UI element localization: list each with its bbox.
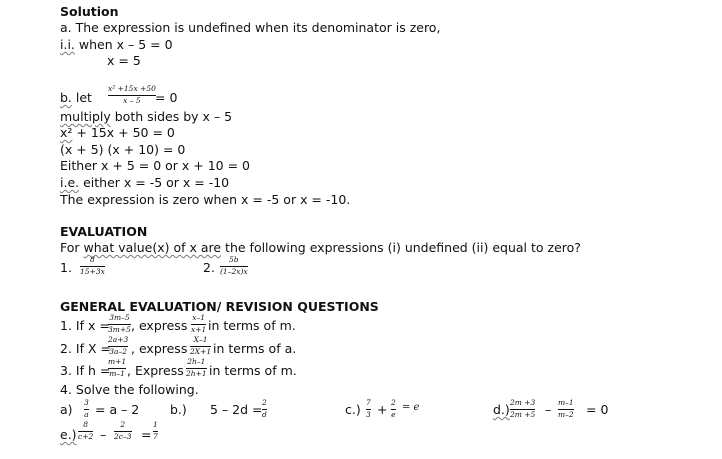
qd-denominator-1: 2m +5 [510, 409, 536, 419]
qc-numerator-1: 7 [366, 398, 371, 407]
qc-numerator-2: 2 [391, 398, 396, 407]
qa-rest: = a – 2 [95, 402, 140, 417]
q2-post: in terms of a. [213, 341, 297, 356]
qe-denominator-1: c+2 [78, 431, 94, 441]
qc-plus: + [377, 402, 388, 417]
q3-mid: , Express [127, 363, 184, 378]
q3-numerator: m+1 [108, 357, 127, 366]
solution-a-line: a. The expression is undefined when its denominator is zero, [60, 20, 441, 35]
evaluation-item2-label: 2. [203, 260, 215, 275]
qe-denominator-2: 2c–3 [114, 431, 132, 441]
qb-label: b.) [170, 402, 187, 417]
q2-pre: 2. If X = [60, 341, 111, 356]
b-denominator: x – 5 [123, 95, 141, 105]
qa-denominator: a [84, 409, 89, 419]
evaluation-item1-label: 1. [60, 260, 72, 275]
item1-numerator: 8 [90, 255, 95, 264]
qb-denominator: d [262, 409, 267, 419]
item1-denominator: 15+3x [80, 266, 105, 276]
qe-numerator-3: 1 [153, 420, 158, 429]
q2-mid: , express [131, 341, 188, 356]
solution-conclusion: The expression is zero when x = -5 or x = -10. [60, 192, 351, 207]
evaluation-item1-fraction [80, 256, 105, 276]
qd-fraction-2 [558, 399, 574, 419]
qc-fraction-2 [391, 399, 396, 419]
evaluation-item2-fraction [220, 256, 248, 276]
qe-label-text: e.) [60, 427, 77, 442]
qe-equals: = [141, 427, 152, 442]
b-fraction [108, 85, 156, 105]
q3-post: in terms of m. [209, 363, 297, 378]
q1-expr-denominator: x+1 [191, 324, 207, 334]
q1-denominator: 3m+5 [108, 324, 131, 334]
qe-numerator-1: 8 [83, 420, 89, 429]
solution-multiply-line [60, 109, 232, 124]
solution-either-line: Either x + 5 = 0 or x + 10 = 0 [60, 158, 250, 173]
b-label: b. [60, 90, 72, 105]
qc-label: c.) [345, 402, 361, 417]
qc-denominator-2: e [391, 409, 396, 419]
q4-line: 4. Solve the following. [60, 382, 199, 397]
solution-b-line [60, 90, 92, 105]
general-heading: GENERAL EVALUATION/ REVISION QUESTIONS [60, 299, 379, 314]
solution-x-equals-5: x = 5 [107, 53, 141, 68]
evaluation-prompt [60, 240, 581, 255]
qd-label [493, 402, 510, 417]
q1-numerator: 3m–5 [109, 313, 130, 322]
solution-heading: Solution [60, 4, 119, 19]
qe-fraction-1 [78, 421, 93, 441]
qb-fraction [262, 399, 267, 419]
qe-denominator-3: 7 [153, 431, 158, 441]
x2-rest: + 15x + 50 = 0 [72, 125, 175, 140]
qe-fraction-3 [153, 421, 158, 441]
qc-fraction-1 [366, 399, 371, 419]
q1-fraction [108, 314, 131, 334]
q3-denominator: m–1 [109, 368, 125, 378]
q3-expr-numerator: 2h–1 [187, 357, 206, 366]
q2-expression [190, 336, 211, 356]
prompt-post: the following expressions (i) undefined (ii) equal to zero? [221, 240, 581, 255]
q1-mid: , express [131, 318, 188, 333]
qc-denominator-1: 3 [366, 409, 371, 419]
qe-fraction-2 [114, 421, 132, 441]
multiply-word: multiply [60, 109, 111, 124]
qd-equals-zero: = 0 [586, 402, 609, 417]
prompt-underlined: what value(x) of x are [83, 240, 222, 255]
q3-fraction [108, 358, 126, 378]
qd-numerator-1: 2m +3 [510, 398, 536, 407]
ie2-label: i.e. [60, 175, 80, 190]
qa-label: a) [60, 402, 73, 417]
q2-denominator: 3a–2 [109, 346, 128, 356]
qd-fraction-1 [510, 399, 535, 419]
qb-pre: 5 – 2d = [210, 402, 263, 417]
qd-minus: – [545, 402, 552, 417]
solution-ie2-line [60, 175, 229, 190]
qc-equals: = e [402, 402, 420, 413]
qa-fraction [84, 399, 89, 419]
b-equals-zero: = 0 [155, 90, 178, 105]
q3-expr-denominator: 2h+1 [186, 368, 207, 378]
qe-minus: – [100, 427, 107, 442]
qe-numerator-2: 2 [120, 420, 126, 429]
ie-label: i.i. [60, 37, 75, 52]
solution-factored-line: (x + 5) (x + 10) = 0 [60, 142, 186, 157]
item2-denominator: (1–2x)x [220, 266, 248, 276]
q1-post: in terms of m. [208, 318, 296, 333]
q3-expression [186, 358, 207, 378]
q2-expr-denominator: 2X+1 [190, 346, 212, 356]
qb-numerator: 2 [262, 398, 267, 407]
x2-lead: x² [60, 125, 73, 140]
ie-rest: when x – 5 = 0 [74, 37, 173, 52]
q1-pre: 1. If x = [60, 318, 110, 333]
qa-numerator: 3 [84, 398, 89, 407]
item2-numerator: 5b [229, 255, 239, 264]
b-let: let [71, 90, 92, 105]
b-numerator: x² +15x +50 [108, 84, 156, 93]
prompt-pre: For [60, 240, 84, 255]
qd-denominator-2: m–2 [558, 409, 574, 419]
evaluation-heading: EVALUATION [60, 224, 148, 239]
q1-expr-numerator: x–1 [192, 313, 206, 322]
multiply-rest: both sides by x – 5 [110, 109, 233, 124]
q2-fraction [108, 336, 128, 356]
qd-label-text: d.) [493, 402, 510, 417]
solution-quadratic-line [60, 125, 175, 140]
q1-expression [191, 314, 206, 334]
qe-label [60, 427, 77, 442]
q2-numerator: 2a+3 [108, 335, 129, 344]
q2-expr-numerator: X–1 [193, 335, 208, 344]
q3-pre: 3. If h = [60, 363, 111, 378]
solution-ie-line [60, 37, 173, 52]
ie2-rest: either x = -5 or x = -10 [79, 175, 230, 190]
qd-numerator-2: m–1 [558, 398, 574, 407]
